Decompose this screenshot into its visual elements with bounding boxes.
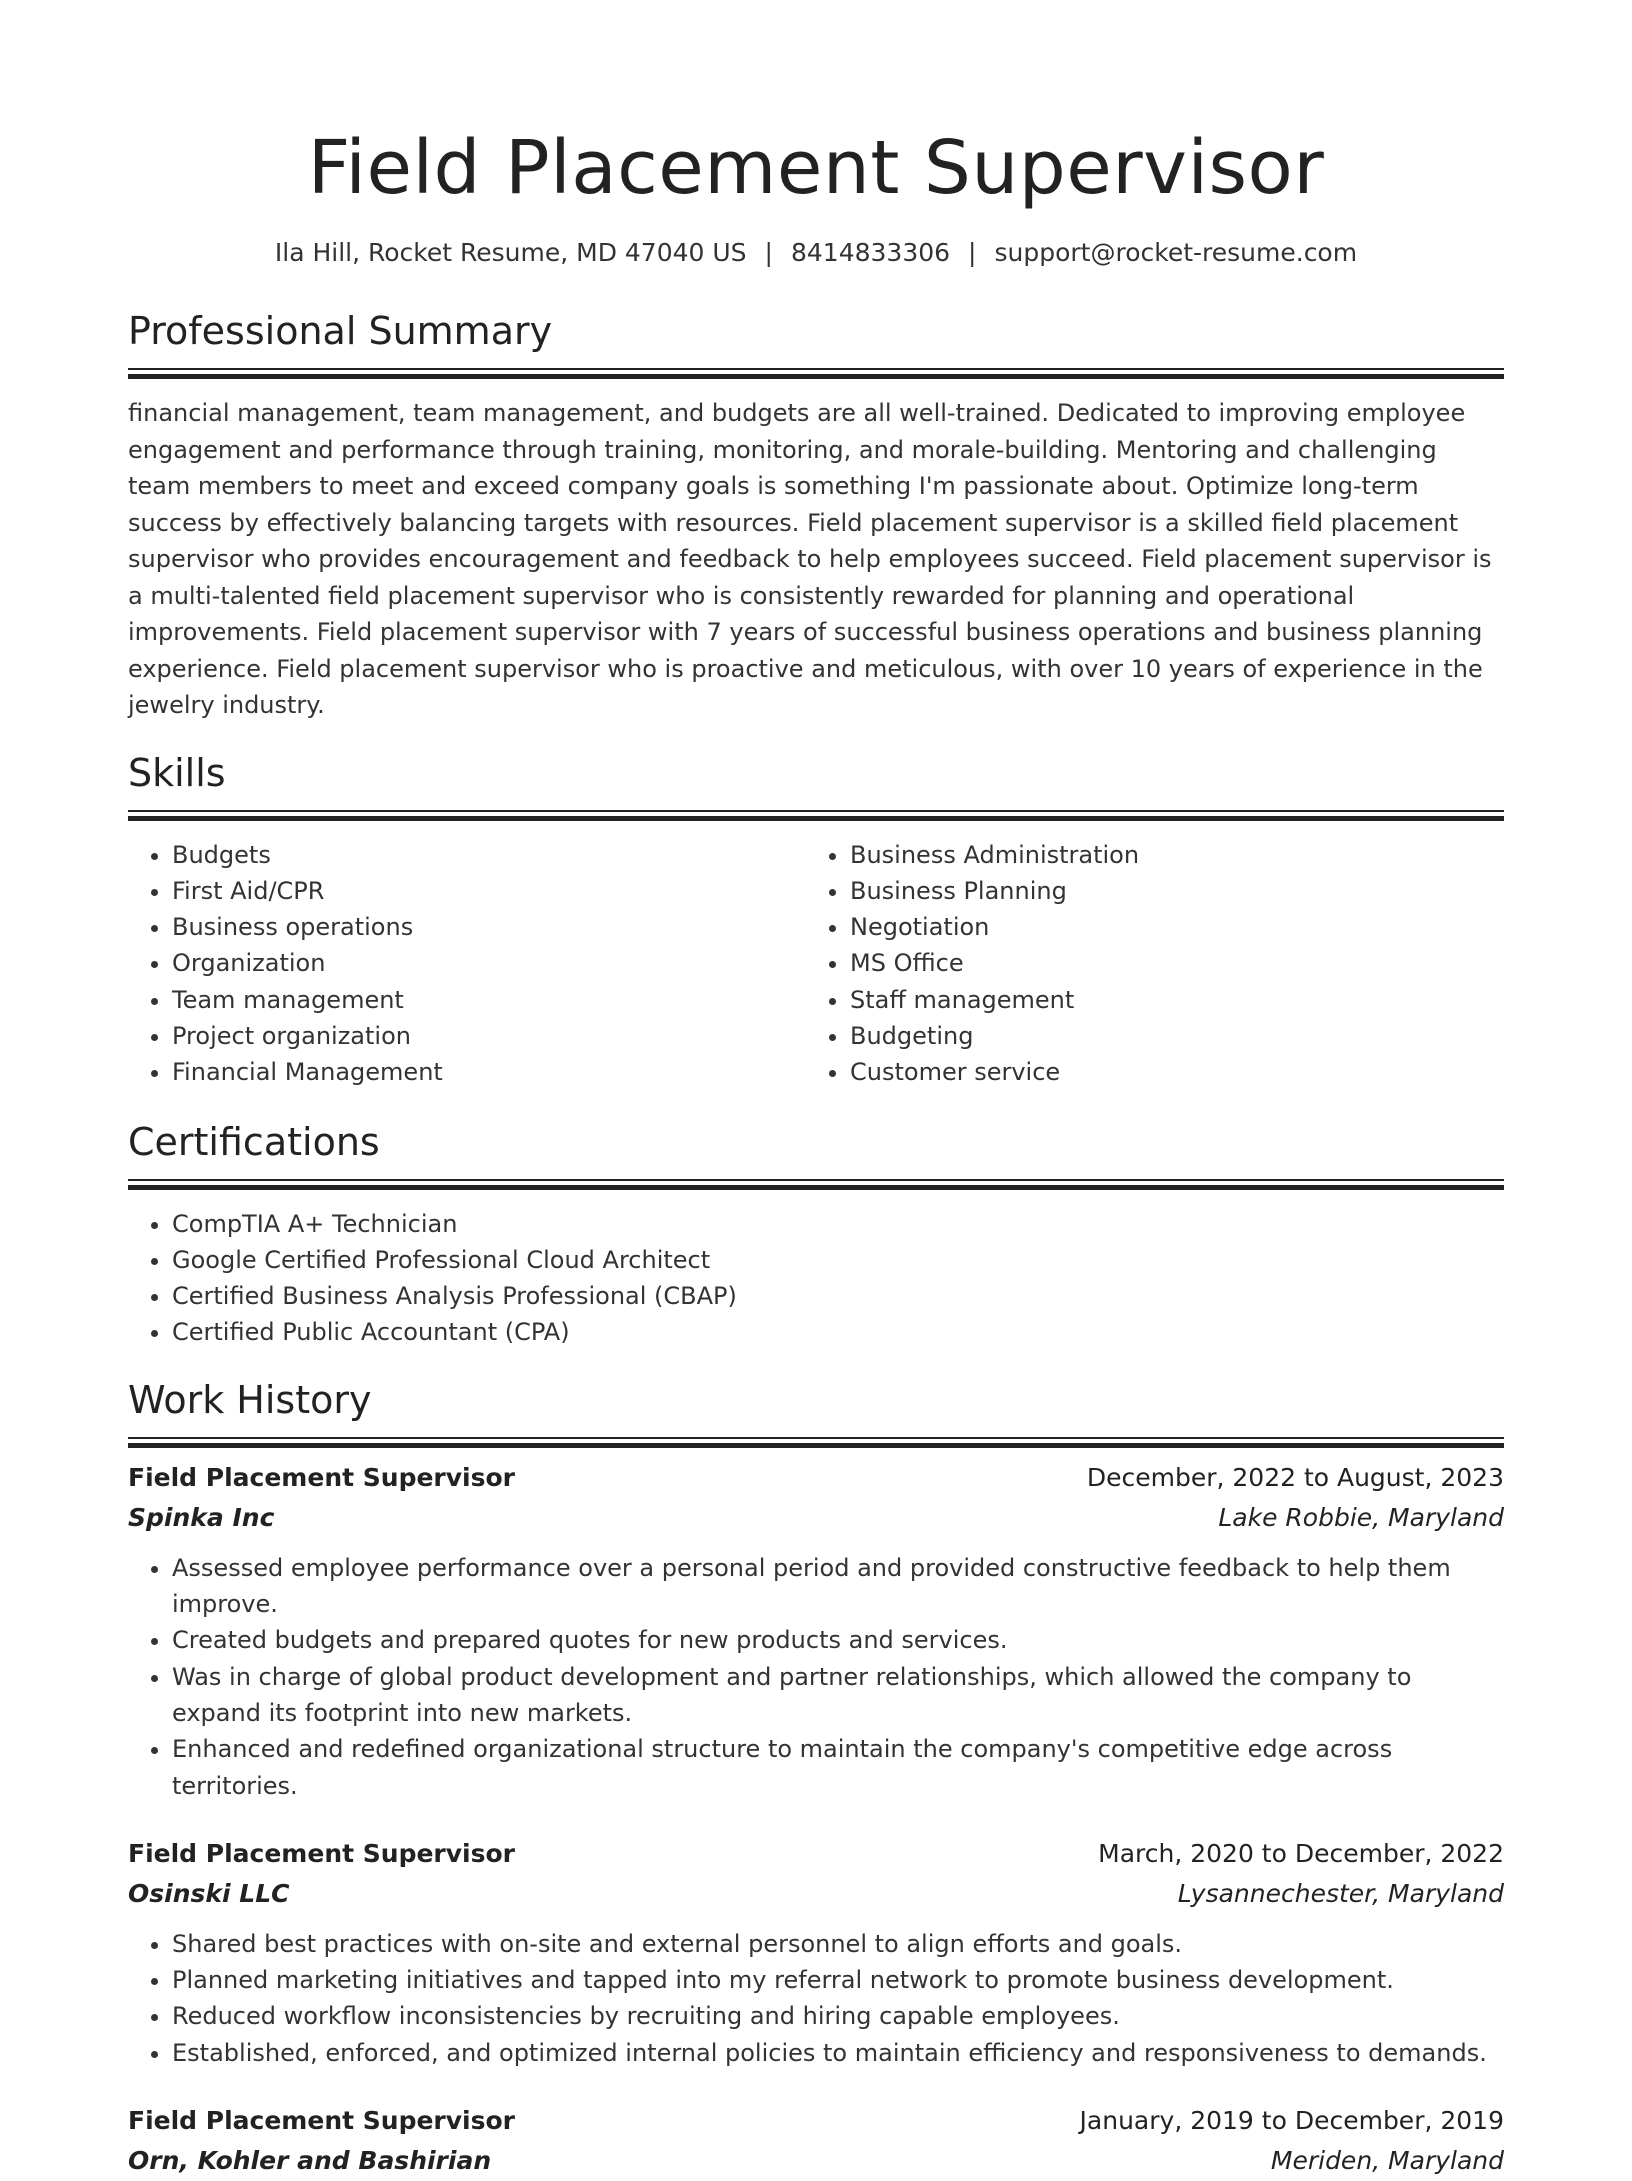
job-header (128, 2101, 1504, 2141)
certifications-heading: Certifications (128, 1119, 380, 1164)
job-bullet: • Reduced workflow inconsistencies by recruiting and hiring capable employees. (172, 1998, 1504, 2034)
skill-item: • Customer service (850, 1054, 1484, 1090)
section-divider (128, 810, 1504, 821)
job-entry (128, 2101, 1504, 2181)
contact-separator: | (764, 238, 773, 267)
job-header (128, 1458, 1504, 1498)
skills-list-right (806, 837, 1484, 1091)
contact-email: support@rocket-resume.com (994, 238, 1358, 267)
skill-item: • Budgeting (850, 1018, 1484, 1054)
job-header (128, 1834, 1504, 1874)
job-bullet: • Established, enforced, and optimized internal policies to maintain efficiency and responsiveness to demands. (172, 2035, 1504, 2071)
job-dates: December, 2022 to August, 2023 (1086, 1462, 1504, 1492)
skill-item: • Financial Management (172, 1054, 806, 1090)
job-bullet: • Was in charge of global product development and partner relationships, which allowed the company to expand its footprint into new markets. (172, 1659, 1504, 1732)
job-bullet: • Created budgets and prepared quotes for new products and services. (172, 1622, 1504, 1658)
job-subheader (128, 2141, 1504, 2181)
work-history-section (128, 1377, 1504, 2181)
resume-page (128, 0, 1504, 2181)
skill-item: • Business Planning (850, 873, 1484, 909)
skill-item: • Organization (172, 945, 806, 981)
job-bullet: • Shared best practices with on-site and external personnel to align efforts and goals. (172, 1926, 1504, 1962)
job-bullet: • Planned marketing initiatives and tapped into my referral network to promote business development. (172, 1962, 1504, 1998)
certification-item: • Certified Public Accountant (CPA) (172, 1314, 1504, 1350)
job-location: Lake Robbie, Maryland (1218, 1502, 1504, 1532)
skill-item: • Staff management (850, 982, 1484, 1018)
job-title: Field Placement Supervisor (128, 1838, 515, 1868)
skill-item: • Business operations (172, 909, 806, 945)
skills-list-left (128, 837, 806, 1091)
contact-separator: | (968, 238, 977, 267)
job-bullets (128, 1550, 1504, 1804)
summary-section (128, 308, 1504, 724)
skill-item: • Budgets (172, 837, 806, 873)
contact-address: Ila Hill, Rocket Resume, MD 47040 US (274, 238, 747, 267)
job-bullet: • Enhanced and redefined organizational structure to maintain the company's competitive edge across territories. (172, 1731, 1504, 1804)
skills-heading: Skills (128, 750, 226, 795)
section-divider (128, 1437, 1504, 1448)
job-dates: March, 2020 to December, 2022 (1098, 1838, 1504, 1868)
job-subheader (128, 1498, 1504, 1538)
summary-heading: Professional Summary (128, 309, 553, 353)
skills-grid (128, 837, 1504, 1091)
job-bullets (128, 1926, 1504, 2071)
job-entry (128, 1834, 1504, 2071)
certification-item: • Certified Business Analysis Professional (CBAP) (172, 1278, 1504, 1314)
skill-item: • MS Office (850, 945, 1484, 981)
job-title: Field Placement Supervisor (128, 2106, 515, 2136)
work-history-heading: Work History (128, 1377, 372, 1422)
job-bullet: • Assessed employee performance over a personal period and provided constructive feedback to help them improve. (172, 1550, 1504, 1623)
skills-column-left (128, 837, 806, 1091)
job-title: Field Placement Supervisor (128, 1462, 515, 1492)
skill-item: • Business Administration (850, 837, 1484, 873)
skill-item: • Negotiation (850, 909, 1484, 945)
contact-line (128, 236, 1504, 270)
skill-item: • Project organization (172, 1018, 806, 1054)
job-subheader (128, 1874, 1504, 1914)
certification-item: • CompTIA A+ Technician (172, 1206, 1504, 1242)
skill-item: • Team management (172, 982, 806, 1018)
certifications-list (128, 1206, 1504, 1351)
skill-item: • First Aid/CPR (172, 873, 806, 909)
certifications-section (128, 1119, 1504, 1351)
job-location: Lysannechester, Maryland (1177, 1878, 1504, 1908)
skills-section (128, 750, 1504, 1091)
certification-item: • Google Certified Professional Cloud Architect (172, 1242, 1504, 1278)
contact-phone: 8414833306 (790, 238, 951, 267)
job-location: Meriden, Maryland (1270, 2146, 1504, 2176)
section-divider (128, 368, 1504, 379)
job-company: Orn, Kohler and Bashirian (128, 2146, 492, 2176)
resume-title: Field Placement Supervisor (307, 125, 1325, 211)
job-company: Spinka Inc (128, 1502, 275, 1532)
job-entry (128, 1458, 1504, 1804)
job-company: Osinski LLC (128, 1878, 290, 1908)
summary-text: financial management, team management, and budgets are all well-trained. Dedicated to improving employee engagement and performance through training, monitoring, and morale-building. Mentoring and challenging team members to meet and exceed company goals is something I'm passionate about. Optimize long-term success by effectively balancing targets with resources. Field placement supervisor is a skilled field placement supervisor who provides encouragement and feedback to help employees succeed. Field placement supervisor is a multi-talented field placement supervisor who is consistently rewarded for planning and operational improvements. Field placement supervisor with 7 years of successful business operations and business planning experience. Field placement supervisor who is proactive and meticulous, with over 10 years of experience in the jewelry industry. (128, 399, 1492, 719)
skills-column-right (806, 837, 1484, 1091)
section-divider (128, 1179, 1504, 1190)
job-dates: January, 2019 to December, 2019 (1079, 2106, 1504, 2136)
